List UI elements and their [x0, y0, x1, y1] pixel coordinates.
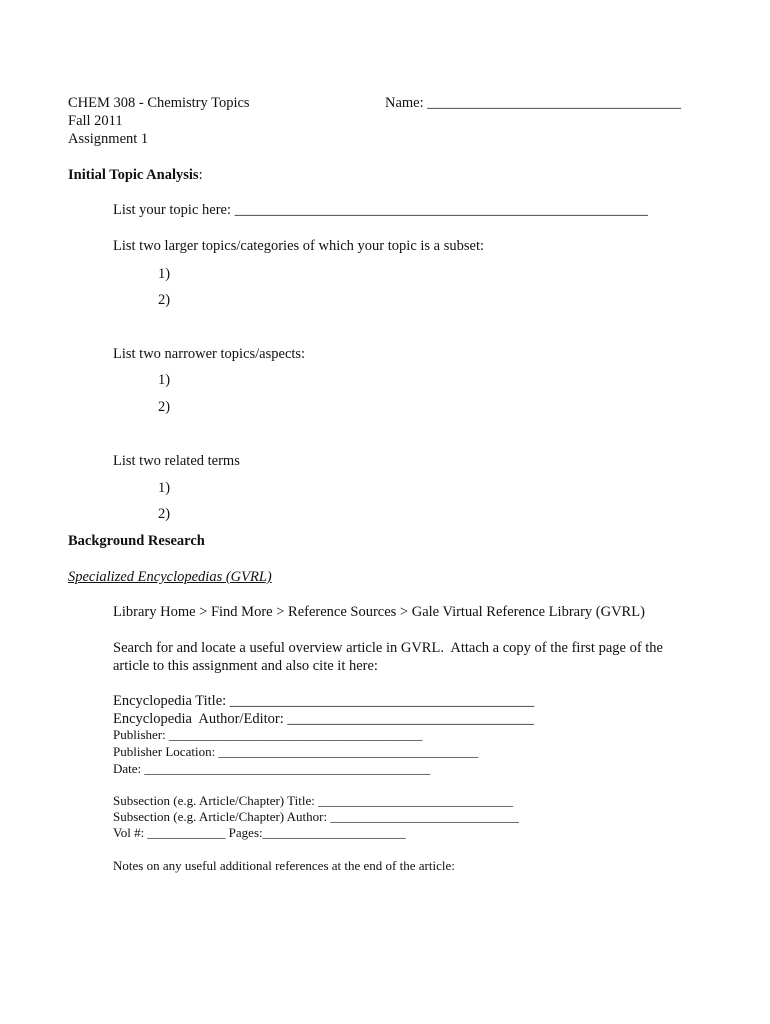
specialized-encyclopedias-subheading: Specialized Encyclopedias (GVRL) — [68, 569, 272, 585]
subsection-title-field: Subsection (e.g. Article/Chapter) Title: ______________________________ — [113, 793, 514, 808]
initial-topic-heading — [68, 166, 203, 184]
related-item-2: 2) — [158, 506, 171, 522]
course-title: CHEM 308 - Chemistry Topics — [68, 95, 250, 111]
larger-item-1: 1) — [158, 266, 171, 282]
vol-pages-field: Vol #: ____________ Pages:______________________ — [113, 825, 406, 840]
background-research-heading: Background Research — [68, 533, 205, 549]
instructions-line-1: Search for and locate a useful overview article in GVRL. Attach a copy of the first page of the — [113, 640, 663, 656]
subsection-author-field: Subsection (e.g. Article/Chapter) Author: _____________________________ — [113, 809, 519, 824]
list-topic-line: List your topic here: _________________________________________________________ — [113, 202, 648, 218]
name-field-line: Name: ___________________________________ — [385, 95, 682, 111]
notes-prompt: Notes on any useful additional references at the end of the article: — [113, 858, 455, 873]
larger-topics-prompt: List two larger topics/categories of which your topic is a subset: — [113, 238, 485, 254]
initial-topic-heading-text: Initial Topic Analysis — [68, 167, 199, 183]
encyclopedia-author-field: Encyclopedia Author/Editor: __________________________________ — [113, 711, 534, 727]
publisher-field: Publisher: _______________________________________ — [113, 727, 423, 742]
publisher-location-field: Publisher Location: ________________________________________ — [113, 744, 479, 759]
heading-colon: : — [198, 167, 203, 183]
narrower-topics-prompt: List two narrower topics/aspects: — [113, 346, 306, 362]
instructions-line-2: article to this assignment and also cite it here: — [113, 658, 378, 674]
narrower-item-1: 1) — [158, 372, 171, 388]
navigation-path: Library Home > Find More > Reference Sources > Gale Virtual Reference Library (GVRL) — [113, 604, 645, 620]
related-terms-prompt: List two related terms — [113, 453, 240, 469]
related-item-1: 1) — [158, 480, 171, 496]
larger-item-2: 2) — [158, 292, 171, 308]
term: Fall 2011 — [68, 113, 123, 129]
date-field: Date: ____________________________________________ — [113, 761, 431, 776]
encyclopedia-title-field: Encyclopedia Title: __________________________________________ — [113, 693, 535, 709]
assignment-number: Assignment 1 — [68, 131, 149, 147]
narrower-item-2: 2) — [158, 399, 171, 415]
